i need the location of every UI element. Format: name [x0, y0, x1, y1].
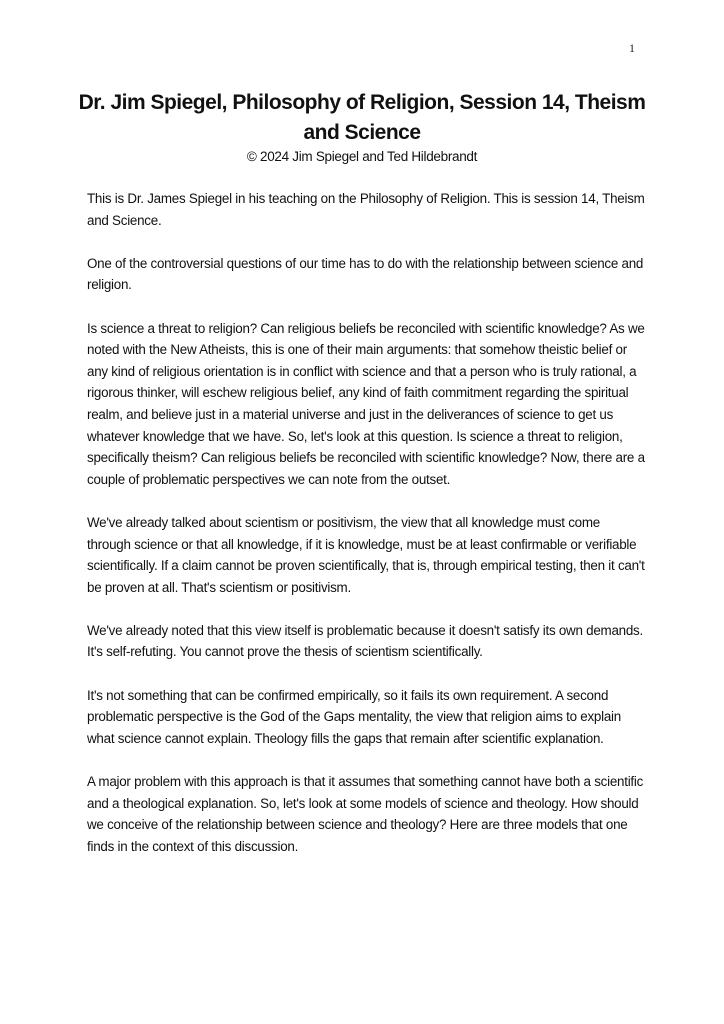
paragraph-intro: This is Dr. James Spiegel in his teaching on the Philosophy of Religion. This is session 14, Theism and Science.: [87, 191, 645, 228]
paragraph-models: A major problem with this approach is that it assumes that something cannot have both a scientific and a theological explanation. So, let's look at some models of science and theology. How should we conceive of the relationship between science and theology? Here are three models that one finds in the context of this discussion.: [87, 774, 644, 854]
paragraph-controversial-question: One of the controversial questions of our time has to do with the relationship between science and religion.: [87, 255, 644, 293]
document-body: [87, 188, 647, 879]
document-title: Dr. Jim Spiegel, Philosophy of Religion, Session 14, Theism and Science: [78, 91, 646, 144]
page-number: 1: [629, 41, 635, 55]
paragraph-scientism: We've already talked about scientism or positivism, the view that all knowledge must come through science or that all knowledge, if it is knowledge, must be at least confirmable or verifiable scientifically. If a claim cannot be proven scientifically, that is, through empirical testing, then it can't be proven at all. That's scientism or positivism.: [87, 514, 645, 595]
paragraph-god-of-gaps: It's not something that can be confirmed empirically, so it fails its own requirement. A second problematic perspective is the God of the Gaps mentality, the view that religion aims to explain what science cannot explain. Theology fills the gaps that remain after scientific explanation.: [87, 687, 621, 746]
paragraph-self-refuting: We've already noted that this view itself is problematic because it doesn't satisfy its own demands. It's self-refuting. You cannot prove the thesis of scientism scientifically.: [87, 622, 643, 660]
copyright-line: © 2024 Jim Spiegel and Ted Hildebrandt: [246, 149, 478, 164]
paragraph-science-threat: Is science a threat to religion? Can religious beliefs be reconciled with scientific knowledge? As we noted with the New Atheists, this is one of their main arguments: that somehow theistic belief or any kind of religious orientation is in conflict with science and that a person who is truly rational, a rigorous thinker, will eschew religious belief, any kind of faith commitment regarding the spiritual realm, and believe just in a material universe and just in the deliverances of science to get us whatever knowledge that we have. So, let's look at this question. Is science a threat to religion, specifically theism? Can religious beliefs be reconciled with scientific knowledge? Now, there are a couple of problematic perspectives we can note from the outset.: [87, 320, 645, 487]
